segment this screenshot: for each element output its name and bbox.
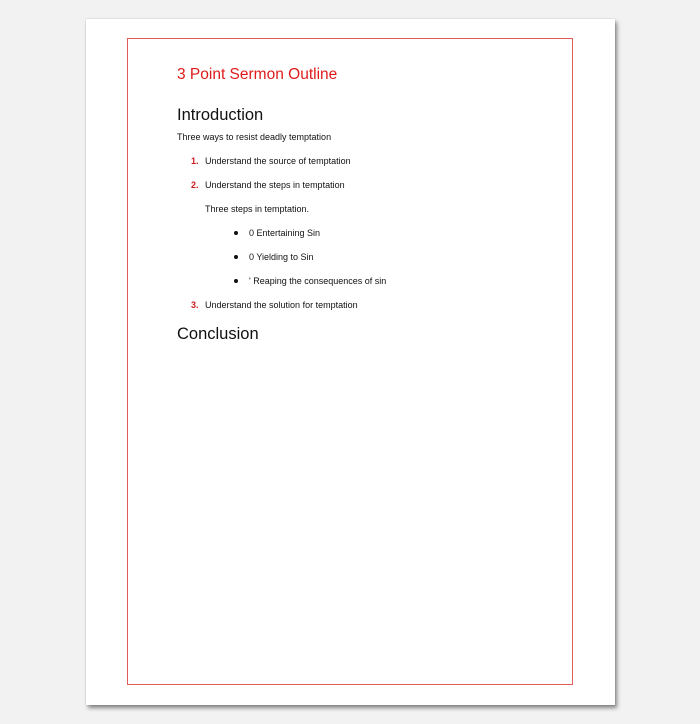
- introduction-heading: Introduction: [177, 106, 264, 124]
- numbered-item-2: [191, 179, 557, 191]
- bullet-text: 0 Entertaining Sin: [249, 228, 321, 238]
- steps-bullet-list: [177, 227, 557, 287]
- document-title: 3 Point Sermon Outline: [177, 66, 338, 83]
- bullet-item: [234, 275, 557, 287]
- bullet-dot-icon: [234, 231, 238, 235]
- steps-intro-text: Three steps in temptation.: [205, 204, 310, 214]
- list-item-text: Understand the solution for temptation: [205, 300, 358, 310]
- bullet-text: ' Reaping the consequences of sin: [249, 276, 387, 286]
- document-content: [177, 66, 557, 344]
- list-item-text: Understand the steps in temptation: [205, 180, 345, 190]
- conclusion-heading: Conclusion: [177, 325, 259, 343]
- bullet-item: [234, 251, 557, 263]
- bullet-dot-icon: [234, 255, 238, 259]
- list-number: 3.: [191, 300, 199, 310]
- numbered-item-1: [191, 155, 557, 167]
- document-page: [86, 19, 615, 705]
- list-item-text: Understand the source of temptation: [205, 156, 351, 166]
- list-number: 2.: [191, 180, 199, 190]
- bullet-text: 0 Yielding to Sin: [249, 252, 314, 262]
- numbered-item-3: [191, 299, 557, 311]
- bullet-item: [234, 227, 557, 239]
- intro-text: Three ways to resist deadly temptation: [177, 132, 332, 142]
- list-number: 1.: [191, 156, 199, 166]
- bullet-dot-icon: [234, 279, 238, 283]
